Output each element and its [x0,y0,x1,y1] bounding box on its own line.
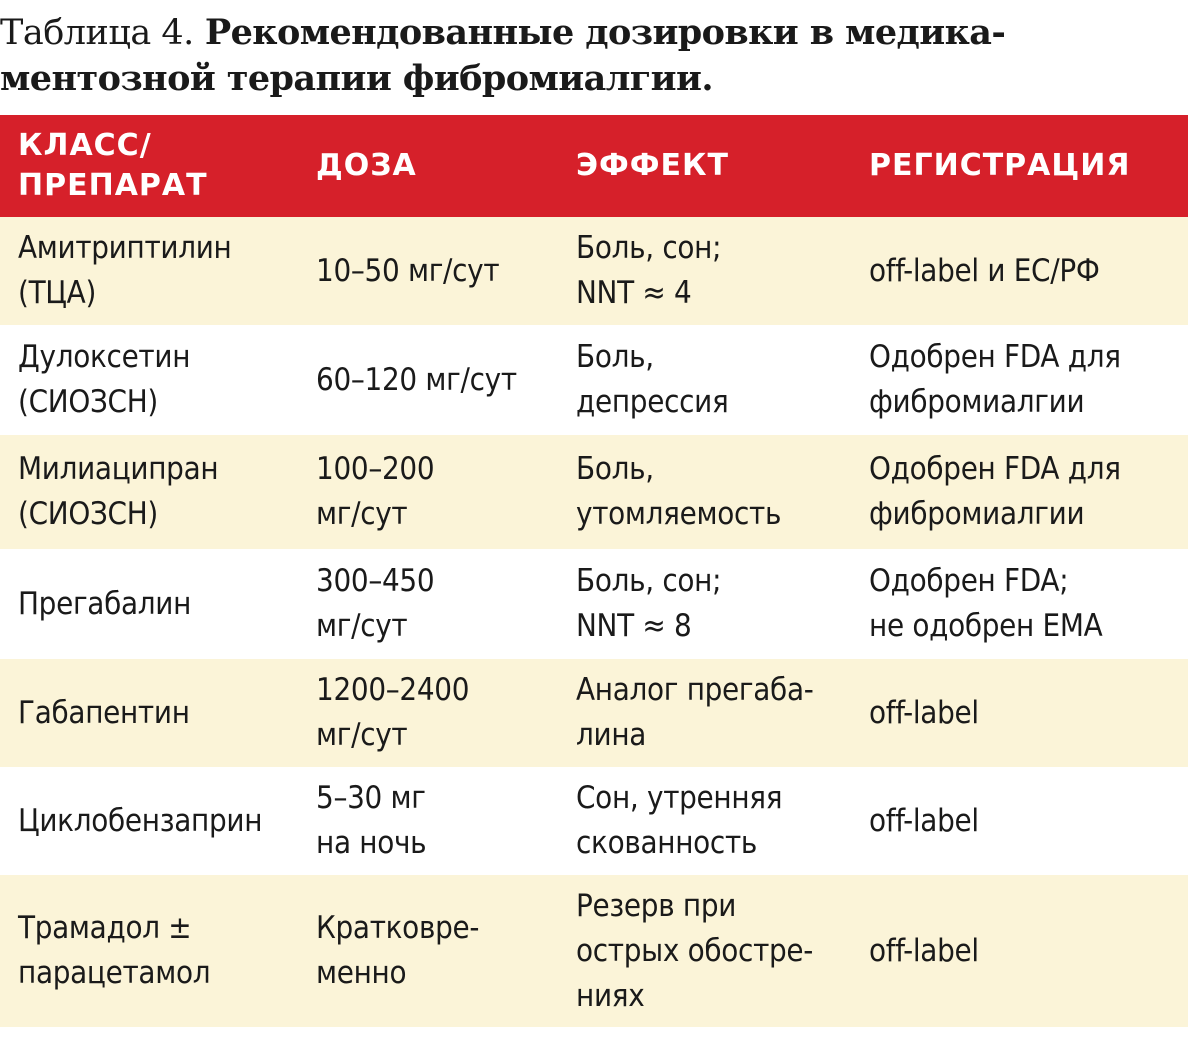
cell-registration: off-label [869,694,979,731]
cell-drug: Прегабалин [18,585,192,622]
table-row [0,875,1188,1027]
cell-effect: Боль, утомляемость [576,451,782,532]
cell-registration: off-label и ЕС/РФ [869,252,1100,289]
header-class-drug: КЛАСС/ ПРЕПАРАТ [18,128,208,203]
table-row [0,325,1188,435]
cell-drug: Дулоксетин (СИОЗСН) [18,339,191,420]
caption-title: Рекомендованные дозировки в медика- ментозной терапии фибромиалгии. [0,12,1006,99]
cell-dose: 100–200 мг/сут [316,451,435,532]
cell-drug: Милиаципран (СИОЗСН) [18,451,219,532]
cell-effect: Сон, утренняя скованность [576,780,783,861]
table-body [0,217,1188,1027]
cell-registration: Одобрен FDA для фибромиалгии [869,451,1121,532]
cell-dose: 10–50 мг/сут [316,252,500,289]
cell-registration: off-label [869,932,979,969]
cell-effect: Боль, депрессия [576,339,729,420]
cell-effect: Боль, сон; NNT ≈ 8 [576,563,722,644]
table-row [0,217,1188,325]
cell-effect: Аналог прегаба- лина [576,672,814,753]
cell-effect: Боль, сон; NNT ≈ 4 [576,230,722,311]
cell-dose: 60–120 мг/сут [316,361,517,398]
cell-registration: Одобрен FDA для фибромиалгии [869,339,1121,420]
cell-drug: Амитриптилин (ТЦА) [18,230,232,311]
table-row [0,435,1188,549]
header-registration: РЕГИСТРАЦИЯ [869,148,1131,183]
cell-dose: 300–450 мг/сут [316,563,435,644]
header-effect: ЭФФЕКТ [576,148,729,183]
cell-drug: Циклобензаприн [18,802,263,839]
table-row [0,549,1188,659]
cell-dose: 1200–2400 мг/сут [316,672,470,753]
table-row [0,659,1188,767]
cell-drug: Трамадол ± парацетамол [18,910,211,991]
cell-dose: 5–30 мг на ночь [316,780,427,861]
cell-dose: Кратковре- менно [316,910,480,991]
cell-registration: off-label [869,802,979,839]
header-dose: ДОЗА [316,148,417,183]
table-row [0,767,1188,875]
cell-registration: Одобрен FDA; не одобрен EMA [869,563,1103,644]
table-header [0,115,1188,217]
caption-label: Таблица 4. [0,13,194,53]
cell-effect: Резерв при острых обостре- ниях [576,887,814,1014]
dosage-table [0,115,1188,1027]
header-row [0,115,1188,217]
table-caption [0,10,1190,102]
cell-drug: Габапентин [18,694,190,731]
